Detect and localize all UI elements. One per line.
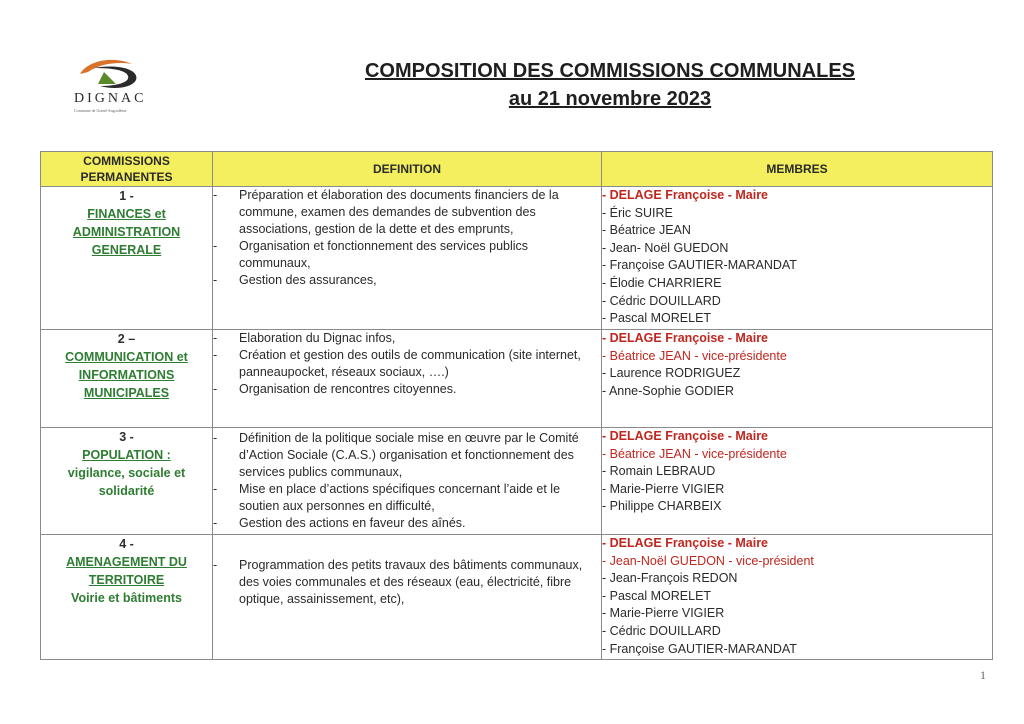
member-item: - Marie-Pierre VIGIER: [602, 606, 725, 621]
commission-number: 4 -: [119, 537, 134, 551]
member-item: - Jean- Noël GUEDON: [602, 240, 729, 255]
definition-item: - Mise en place d’actions spécifiques concernant l’aide et le soutien aux personnes en difficulté,: [213, 481, 601, 515]
commission-name-line: TERRITOIRE: [88, 573, 165, 587]
member-item: - Laurence RODRIGUEZ: [602, 366, 741, 381]
commission-cell: [41, 428, 213, 535]
commission-cell: [41, 330, 213, 428]
member-item: - Élodie CHARRIERE: [602, 275, 722, 290]
dignac-logo: [66, 56, 166, 118]
header-commissions: COMMISSIONS PERMANENTES: [41, 152, 213, 187]
header-membres: MEMBRES: [602, 152, 993, 187]
members-cell: [602, 535, 993, 660]
member-item: - Béatrice JEAN - vice-présidente: [602, 446, 787, 461]
commission-name-line: COMMUNICATION et: [65, 350, 188, 364]
member-item: - Françoise GAUTIER-MARANDAT: [602, 258, 797, 273]
member-item: - Romain LEBRAUD: [602, 464, 716, 479]
page-subtitle: au 21 novembre 2023: [508, 88, 712, 110]
members-cell: [602, 428, 993, 535]
commission-number: 3 -: [119, 430, 134, 444]
table-row: [41, 187, 993, 330]
member-item: - Cédric DOUILLARD: [602, 293, 721, 308]
commission-name-line: POPULATION :: [82, 448, 171, 462]
table-row: [41, 330, 993, 428]
logo-name: DIGNAC: [74, 91, 147, 106]
members-cell: [602, 187, 993, 330]
member-item: - Anne-Sophie GODIER: [602, 383, 735, 398]
member-item: - Éric SUIRE: [602, 205, 673, 220]
definition-cell: [213, 330, 602, 428]
member-item: - Marie-Pierre VIGIER: [602, 481, 725, 496]
page-title: COMPOSITION DES COMMISSIONS COMMUNALES: [364, 60, 856, 82]
commission-subtitle: vigilance, sociale et solidarité: [67, 466, 186, 498]
definition-item: - Programmation des petits travaux des bâtiments communaux, des voies communales et des réseaux (eau, électricité, fibre optique, assainissement, etc),: [213, 557, 601, 608]
member-item: - DELAGE Françoise - Maire: [602, 188, 769, 202]
definition-item: - Organisation et fonctionnement des services publics communaux,: [213, 238, 601, 272]
table-header-row: [41, 152, 993, 187]
member-item: - Cédric DOUILLARD: [602, 623, 721, 638]
table-row: [41, 535, 993, 660]
definition-item: - Elaboration du Dignac infos,: [213, 330, 601, 347]
member-item: - Pascal MORELET: [602, 311, 712, 326]
commission-number: 2 –: [117, 332, 136, 346]
definition-cell: [213, 187, 602, 330]
member-item: - Françoise GAUTIER-MARANDAT: [602, 641, 797, 656]
commission-name-line: AMENAGEMENT DU: [66, 555, 187, 569]
member-item: - Jean-Noël GUEDON - vice-président: [602, 553, 814, 568]
commission-cell: [41, 187, 213, 330]
definition-item: - Préparation et élaboration des documents financiers de la commune, examen des demandes de subvention des associations, gestion de la dette et des emprunts,: [213, 187, 601, 238]
member-item: - Philippe CHARBEIX: [602, 499, 722, 514]
member-item: - Béatrice JEAN: [602, 223, 691, 238]
commission-number: 1 -: [119, 189, 134, 203]
dignac-logo-icon: [74, 56, 144, 90]
commission-name-line: ADMINISTRATION: [72, 225, 181, 239]
definition-item: - Définition de la politique sociale mise en œuvre par le Comité d’Action Sociale (C.A.S.) organisation et fonctionnement des services publics communaux,: [213, 430, 601, 481]
header-definition: DEFINITION: [213, 152, 602, 187]
definition-item: - Gestion des actions en faveur des aînés.: [213, 515, 601, 532]
page-number: 1: [980, 668, 986, 682]
commission-subtitle: Voirie et bâtiments: [71, 591, 182, 605]
member-item: - DELAGE Françoise - Maire: [602, 429, 769, 443]
commission-name-line: FINANCES et: [87, 207, 166, 221]
commission-cell: [41, 535, 213, 660]
commission-name-line: INFORMATIONS: [78, 368, 175, 382]
definition-item: - Organisation de rencontres citoyennes.: [213, 381, 601, 398]
member-item: - Jean-François REDON: [602, 571, 738, 586]
commission-name-line: MUNICIPALES: [83, 386, 170, 400]
definition-item: - Gestion des assurances,: [213, 272, 601, 289]
member-item: - DELAGE Françoise - Maire: [602, 331, 769, 345]
commissions-table: [40, 151, 993, 660]
definition-item: - Création et gestion des outils de communication (site internet, panneaupocket, réseaux sociaux, ….): [213, 347, 601, 381]
member-item: - DELAGE Françoise - Maire: [602, 536, 769, 550]
definition-cell: [213, 428, 602, 535]
logo-tagline: Commune de Grand-Angoulême: [74, 108, 127, 113]
member-item: - Pascal MORELET: [602, 588, 712, 603]
definition-cell: [213, 535, 602, 660]
members-cell: [602, 330, 993, 428]
commission-name-line: GENERALE: [91, 243, 162, 257]
member-item: - Béatrice JEAN - vice-présidente: [602, 348, 787, 363]
table-row: [41, 428, 993, 535]
